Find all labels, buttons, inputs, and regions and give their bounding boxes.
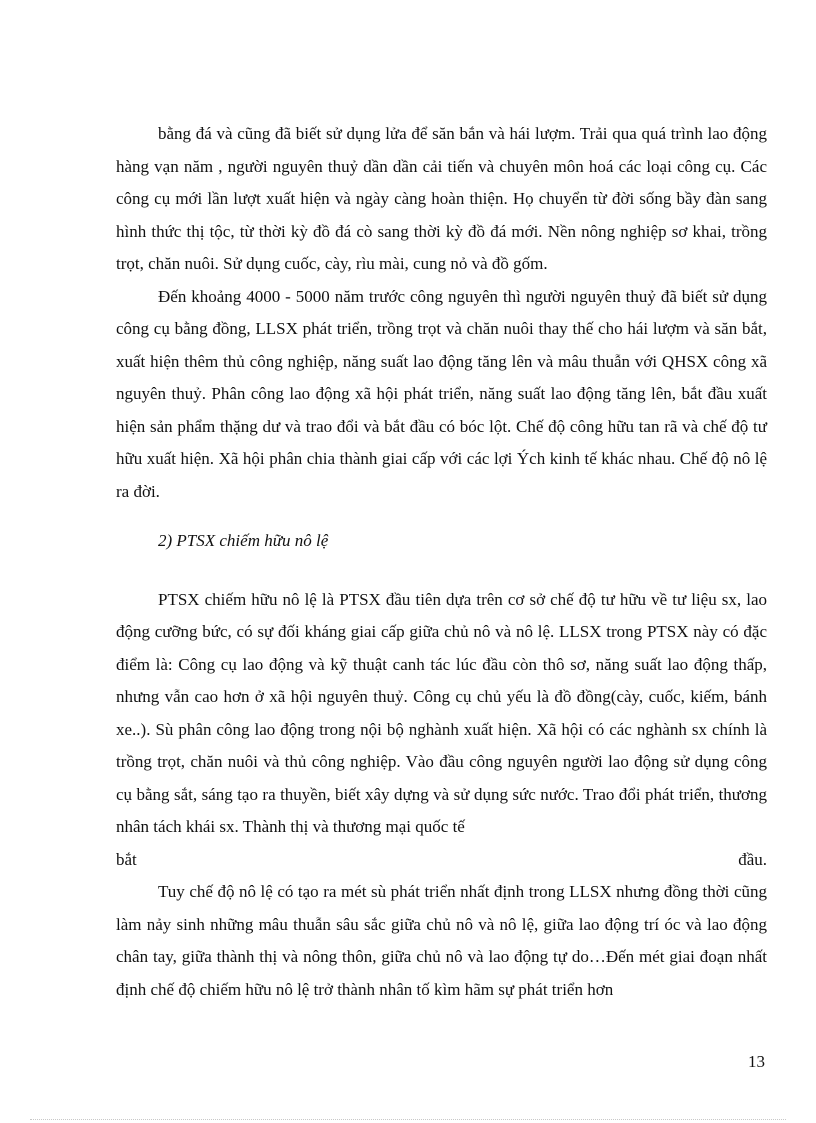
paragraph-3-last-line [116, 844, 767, 877]
paragraph-2: Đến khoảng 4000 - 5000 năm trước công nguyên thì người nguyên thuỷ đã biết sử dụng công cụ bằng đồng, LLSX phát triển, trồng trọt và chăn nuôi thay thế cho hái lượm và săn bắt, xuất hiện thêm thủ công nghiệp, năng suất lao động tăng lên và mâu thuẫn với QHSX công xã nguyên thuỷ. Phân công lao động xã hội phát triển, năng suất lao động tăng lên, bắt đầu xuất hiện sản phẩm thặng dư và trao đổi và bắt đầu có bóc lột. Chế độ công hữu tan rã và chế độ tư hữu xuất hiện. Xã hội phân chia thành giai cấp với các lợi Ých kinh tế khác nhau. Chế độ nô lệ ra đời. [116, 286, 767, 501]
section-heading: 2) PTSX chiếm hữu nô lệ [158, 531, 329, 550]
paragraph-4: Tuy chế độ nô lệ có tạo ra mét sù phát triển nhất định trong LLSX nhưng đồng thời cũng làm nảy sinh những mâu thuẫn sâu sắc giữa chủ nô và nô lệ, giữa lao động trí óc và lao động chân tay, giữa thành thị và nông thôn, giữa chủ nô và lao động tự do…Đến mét giai đoạn nhất định chế độ chiếm hữu nô lệ trở thành nhân tố kìm hãm sự phát triển hơn [116, 882, 767, 999]
paragraph-3-last-right: đầu. [738, 849, 767, 869]
page-number: 13 [748, 1052, 765, 1071]
paragraph-3-last-left: bắt [116, 849, 137, 869]
footer-divider [30, 1119, 786, 1120]
paragraph-3: PTSX chiếm hữu nô lệ là PTSX đầu tiên dựa trên cơ sở chế độ tư hữu về tư liệu sx, lao động cưỡng bức, có sự đối kháng giai cấp giữa chủ nô và nô lệ. LLSX trong PTSX này có đặc điểm là: Công cụ lao động và kỹ thuật canh tác lúc đầu còn thô sơ, năng suất lao động thấp, nhưng vẫn cao hơn ở xã hội nguyên thuỷ. Công cụ chủ yếu là đồ đồng(cày, cuốc, kiếm, bánh xe..). Sù phân công lao động trong nội bộ nghành xuất hiện. Xã hội có các nghành sx chính là trồng trọt, chăn nuôi và thủ công nghiệp. Vào đầu công nguyên người lao động sử dụng công cụ bằng sắt, sáng tạo ra thuyền, biết xây dựng và sử dụng sức nước. Trao đổi phát triển, thương nhân tách khái sx. Thành thị và thương mại quốc tế [116, 589, 767, 836]
body-text [116, 118, 767, 1006]
paragraph-1: bằng đá và cũng đã biết sử dụng lửa để săn bắn và hái lượm. Trải qua quá trình lao động hàng vạn năm , người nguyên thuỷ dần dần cải tiến và chuyên môn hoá các loại công cụ. Các công cụ mới lần lượt xuất hiện và ngày càng hoàn thiện. Họ chuyển từ đời sống bầy đàn sang hình thức thị tộc, từ thời kỳ đồ đá cò sang thời kỳ đồ đá mới. Nền nông nghiệp sơ khai, trồng trọt, chăn nuôi. Sử dụng cuốc, cày, rìu mài, cung nỏ và đồ gốm. [116, 124, 767, 273]
